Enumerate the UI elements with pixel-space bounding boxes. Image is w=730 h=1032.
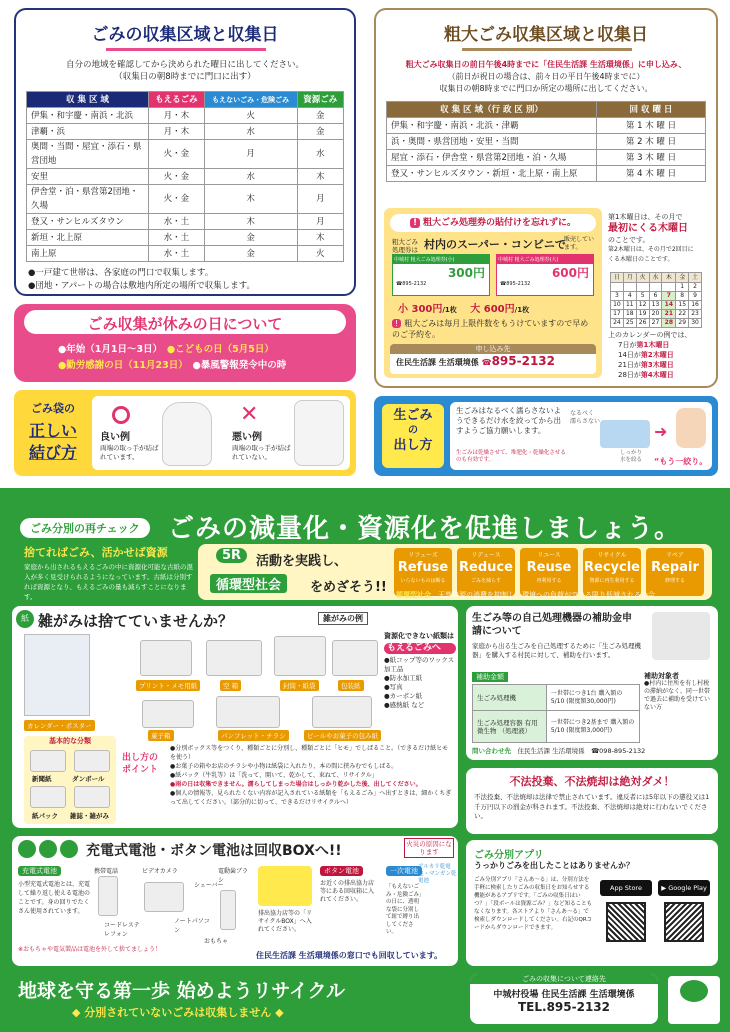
pamphlet-image	[216, 696, 280, 728]
basic-classification: 基本的な分類 新聞紙 ダンボール 紙パック 雑誌・雑がみ	[24, 736, 116, 824]
newspaper-image	[30, 750, 66, 772]
bad-icon: ✕	[240, 402, 259, 427]
paper-item-4: 包装紙	[338, 680, 364, 691]
primary-desc: 「もえないごみ・危険ごみ」の日に、透明な袋に分別して紐で縛り出してください。	[386, 884, 422, 935]
table-cell: 伊舎堂・泊・県営第2団地・久場	[27, 185, 149, 214]
phone-image	[98, 876, 118, 916]
ticket-prices: 小 300円/1枚 大 600円/1枚	[398, 304, 530, 315]
table-cell: 登又・サンヒルズタウン	[27, 214, 149, 230]
table-cell: 水	[204, 124, 297, 140]
list-item: ●分別ボックス等をつくり、種類ごとに分別し、種類ごとに「ヒモ」でしばること。（できるだけ紙ヒモを使う）	[170, 745, 449, 761]
calendar-cell: 22	[676, 310, 689, 319]
list-item: ●感熱紙 など	[384, 701, 425, 709]
calendar-row	[611, 301, 702, 310]
primary-sub: アルカリ乾電池・マンガン乾電池	[418, 864, 457, 884]
calendar-head-cell: 火	[636, 273, 649, 283]
calendar-cell	[611, 283, 624, 292]
calendar-head-cell: 月	[623, 273, 636, 283]
illegal-title: 不法投棄、不法焼却は絶対ダメ！	[509, 775, 675, 788]
raw-image	[600, 420, 650, 448]
bulky-title: 粗大ごみ収集区域と収集日	[444, 25, 648, 45]
calendar-row	[611, 292, 702, 301]
raw-note-dry: なるべく 濡らさない	[570, 410, 601, 425]
calendar-cell: 25	[623, 319, 636, 328]
table-cell: 水	[204, 169, 297, 185]
calendar-cell	[662, 283, 676, 292]
table-row	[387, 166, 706, 182]
raw-content	[450, 402, 712, 470]
app-title: ごみ分別アプリ	[474, 850, 544, 861]
subsidy-desc: 家庭から出る生ごみを自己処理するために「生ごみ処理機器」を購入する村民に対して、補助を行います。	[472, 642, 641, 659]
liion-icon	[60, 840, 78, 858]
table-cell: 第 1 木 曜 日	[597, 118, 706, 134]
calendar-cell: 20	[649, 310, 662, 319]
table-cell: 木	[297, 169, 343, 185]
bad-bag-image	[294, 400, 344, 466]
bag-section	[14, 390, 356, 476]
raw-squeeze: “もう一絞り。	[654, 457, 708, 466]
app-panel	[466, 840, 718, 966]
battery-panel	[12, 836, 458, 966]
alert-icon: !	[392, 319, 401, 328]
good-bag-image	[162, 402, 212, 466]
col-nonburnable: もえないごみ・危険ごみ	[204, 92, 297, 108]
battery-title: 充電式電池・ボタン電池は回収BOXへ!!	[86, 843, 342, 859]
bulky-section	[374, 8, 718, 388]
table-row	[27, 230, 344, 246]
table-cell: 水・土	[149, 246, 205, 262]
compost-machine-image	[652, 612, 710, 660]
ticket-box	[384, 208, 602, 378]
calendar-head-cell: 土	[689, 273, 702, 283]
table-cell: 安里	[27, 169, 149, 185]
calendar-head-cell: 日	[611, 273, 624, 283]
list-item: ●紙コップ等のワックス加工品	[384, 656, 455, 673]
list-item: ●写真	[384, 683, 403, 691]
illegal-desc: 不法投棄、不法焼却は法律で禁止されています。違反者には5年以下の懲役又は1千万円以下の罰金が科されます。不法投棄、不法焼却は絶対に行わないでください。	[474, 793, 710, 820]
box-desc: 排出協力店等の「リサイクルBOX」へ入れてください。	[258, 910, 313, 933]
paper-icon: 紙	[16, 610, 34, 628]
bad-desc: 両端の取っ手が結ばれていない。	[232, 444, 291, 461]
shaver-image	[220, 890, 236, 930]
calendar-example	[610, 272, 702, 328]
calendar-cell: 30	[689, 319, 702, 328]
beer-wrap-image	[312, 696, 372, 728]
calendar-cell: 27	[649, 319, 662, 328]
table-cell: 木	[297, 230, 343, 246]
raw-note-squeeze: しっかり 水を絞る	[620, 450, 643, 463]
table-cell: 新垣・北上原	[27, 230, 149, 246]
table-cell: 南上原	[27, 246, 149, 262]
schedule-table	[26, 91, 344, 262]
ticket-small-image: 中城村 粗大ごみ処理券(小) 300円 ☎895-2132	[392, 254, 490, 296]
alert-icon: !	[410, 218, 420, 228]
counter-note: 住民生活課 生活環境係の窓口でも回収しています。	[256, 951, 443, 960]
check-label: ごみ分別の再チェック	[20, 518, 150, 538]
raw-garbage-section	[374, 396, 718, 476]
table-cell: 伊集・和宇慶・南浜・北浜・津覇	[387, 118, 597, 134]
calendar-cell: 14	[662, 301, 676, 310]
col-resource: 資源ごみ	[297, 92, 343, 108]
raw-sub: 生ごみは乾燥させて、堆肥化・乾燥化させるのも有効です。	[456, 450, 566, 463]
point-list	[170, 744, 454, 807]
raw-title: 生ごみ の 出し方	[382, 404, 444, 468]
calendar-cell: 8	[676, 292, 689, 301]
calendar-head-cell: 水	[649, 273, 662, 283]
print-memo-image	[140, 640, 192, 676]
rech-warning: ※おもちゃや電気製品は電池を外して捨てましょう！	[18, 946, 162, 953]
fiveR-item-reduce: リデュース Reduce ごみを減らす	[457, 548, 515, 596]
table-row	[387, 134, 706, 150]
good-label: 良い例	[100, 432, 130, 443]
schedule-title: ごみの収集区域と収集日	[91, 25, 279, 45]
table-row	[27, 108, 344, 124]
schedule-notes: ●一戸建て世帯は、各家庭の門口で収集します。 ●団地・アパートの場合は敷地内所定の場所で収集します。	[28, 268, 256, 291]
limit-note: ! 粗大ごみは毎月上限件数をもうけていますので早めのご予約を。	[392, 319, 589, 339]
calendar-head-cell: 金	[676, 273, 689, 283]
ticket-shop: 村内のスーパー・コンビニで	[424, 238, 566, 251]
illegal-panel	[466, 768, 718, 834]
table-cell: 金	[297, 108, 343, 124]
empty-box-image	[206, 640, 262, 676]
subsidy-panel	[466, 606, 718, 760]
holiday-section	[14, 304, 356, 382]
calendar-cell: 12	[636, 301, 649, 310]
fiveR-item-reuse: リユース Reuse 再利用する	[520, 548, 578, 596]
table-cell: 金	[297, 124, 343, 140]
table-cell: 木	[204, 214, 297, 230]
calendar-cell: 6	[649, 292, 662, 301]
slogan: 捨てればごみ、活かせば資源	[24, 546, 168, 559]
calendar-row	[611, 310, 702, 319]
table-cell: 水・土	[149, 230, 205, 246]
table-cell: 月	[297, 185, 343, 214]
nonrec-box: 資源化できない紙類は もえるごみへ ●紙コップ等のワックス加工品 ●防水加工紙 ●写真 ●カーボン紙 ●感熱紙 など	[384, 632, 455, 709]
calendar-cell: 29	[676, 319, 689, 328]
qr-code-ios[interactable]	[606, 902, 646, 942]
subsidy-target: 補助対象者 ●村内に住所を有し村税の滞納がなく、同一世帯で過去に補助を受けていない方	[644, 672, 711, 711]
calendar-cell: 28	[662, 319, 676, 328]
table-cell: 月	[204, 140, 297, 169]
rech-items: 携帯電話 ビデオカメラ 電動歯ブラシ シェーバー コードレステレフォン ノートパソコン おもちゃ	[94, 868, 249, 945]
appstore-button[interactable]: App Store	[600, 880, 652, 896]
paper-item-2: 空 箱	[220, 680, 241, 691]
bulky-col-day: 回 収 曜 日	[597, 102, 706, 118]
basic-item-2: 紙パック	[32, 812, 58, 820]
headline: ごみの減量化・資源化を促進しましょう。	[168, 514, 682, 544]
footer-sub: ◆ 分別されていないごみは収集しません ◆	[72, 1006, 284, 1019]
fire-warning: 火災の原因になります	[404, 838, 454, 858]
table-cell: 月・木	[149, 124, 205, 140]
calendar-notes: 第1木曜日は、その月で 最初にくる木曜日 のことです。 第2木曜日は、その月で2回目に くる木曜日のことです。	[608, 213, 694, 263]
footer-main: 地球を守る第一歩 始めようリサイクル	[18, 980, 345, 1002]
footer-contact: ごみの収集について連絡先 中城村役場 住民生活課 生活環境係 TEL.895-2132	[470, 974, 658, 1024]
schedule-section	[14, 8, 356, 296]
table-cell: 伊集・和宇慶・南浜・北浜	[27, 108, 149, 124]
raw-desc: 生ごみはなるべく濡らさないようできるだけ水を絞ってから出すようご協力願いします。	[456, 406, 561, 435]
apply-box: 申し込み先 住民生活課 生活環境係 ☎895-2132	[390, 344, 596, 374]
calendar-cell: 23	[689, 310, 702, 319]
calendar-cell: 9	[689, 292, 702, 301]
fiveR-item-repair: リペア Repair 修理する	[646, 548, 704, 596]
table-cell: 火・金	[149, 140, 205, 169]
table-cell: 登又・サンヒルズタウン・新垣・北上原・南上原	[387, 166, 597, 182]
holiday-list: ●年始（1月1日～3日） ●こどもの日（5月5日） ●勤労感謝の日（11月23日） ●暴風警報発令中の時	[58, 344, 287, 371]
paper-title: 雑がみは捨てていませんか？	[38, 612, 234, 630]
sweets-box-image	[142, 700, 194, 728]
app-question: うっかりごみを出したことはありませんか？	[474, 861, 634, 870]
calendar-cell: 2	[689, 283, 702, 292]
eco-mark-icon	[668, 976, 720, 1024]
table-cell: 屋宜・添石・伊舎堂・県営第2団地・泊・久場	[387, 150, 597, 166]
battery-icons	[18, 840, 78, 861]
app-desc: ごみ分別アプリ「さんあ～る」は、分別方法を手軽に検索したりごみの収集日をお知らせする機能があるアプリです。「ごみの収集日はいつ？」「段ボールは資源ごみ？」など知ることもなくなります。各ストアより「さんあ～る」で検索しダウンロードしてください。右記のQRコードからダウンロードできます。	[474, 877, 593, 931]
fiveR-item-refuse: リフューズ Refuse いらないものは断る	[394, 548, 452, 596]
bulky-desc: 粗大ごみ収集日の前日午後4時までに「住民生活課 生活環境係」に申し込み、 （前日が祝日の場合は、前々日の平日午後4時までに） 収集日の朝8時までに門口か所定の場所に出してください。	[405, 60, 687, 93]
table-cell: 月	[297, 214, 343, 230]
calendar-cell: 1	[676, 283, 689, 292]
calendar-cell: 13	[649, 301, 662, 310]
paper-item-3: 封筒・紙袋	[280, 680, 319, 691]
calendar-cell: 18	[623, 310, 636, 319]
magazine-image	[74, 786, 110, 808]
nicd-icon	[18, 840, 36, 858]
rech-desc: 小型充電式電池とは、充電して繰り返し使える電池のことです。身の回りでたくさん使用されています。	[18, 881, 91, 915]
table-cell: 月・木	[149, 108, 205, 124]
calendar-legend: 上のカレンダーの例では、 7日が第1木曜日 14日が第2木曜日 21日が第3木曜日 28日が第4木曜日	[608, 331, 692, 379]
rech-label: 充電式電池	[18, 866, 61, 876]
ticket-where: 粗大ごみ 処理券は	[392, 238, 418, 254]
paper-item-0: カレンダー・ポスター	[24, 720, 95, 731]
table-cell: 火	[204, 108, 297, 124]
envelope-image	[274, 636, 326, 676]
qr-code-android[interactable]	[664, 902, 704, 942]
schedule-intro: 自分の地域を確認してから決められた曜日に出してください。 （収集日の朝8時までに門口に出す）	[65, 60, 304, 82]
squeeze-hand-image	[676, 408, 706, 448]
table-cell: 第 2 木 曜 日	[597, 134, 706, 150]
button-desc: お近くの排出協力店等にある回収箱に入れてください。	[320, 880, 375, 903]
table-cell: 火	[297, 246, 343, 262]
fiveR-line1: 活動を実践し、	[256, 554, 348, 569]
list-item: ●雨の日は収集できません。濡らしてしまった場合はしっかり乾かした後、出してください。	[170, 781, 422, 788]
calendar-cell: 24	[611, 319, 624, 328]
list-item: ●カーボン紙	[384, 692, 423, 700]
table-cell: 水	[297, 140, 343, 169]
calendar-cell: 21	[662, 310, 676, 319]
list-item: ●個人の情報等、見られたくない内容が記入されている紙類を「もえるごみ」へ出すときは、細かくちぎって出してください。（部分的に切って、できるだけリサイクルへ）	[170, 790, 452, 806]
calendar-row	[611, 319, 702, 328]
bulky-col-area: 収 集 区 域（行 政 区 別）	[387, 102, 597, 118]
slogan-desc: 家庭から出されるもえるごみの中に資源化可能な古紙の混入が多く見受けられるようになっています。古紙は分別すれば資源となり、もえるごみの量も減らすことになります。	[24, 563, 193, 601]
calendar-cell: 10	[611, 301, 624, 310]
ticket-title: ! 粗大ごみ処理券の貼付けを忘れずに。	[390, 214, 596, 232]
point-label: 出し方のポイント	[122, 753, 159, 775]
col-burnable: もえるごみ	[149, 92, 205, 108]
wrapping-image	[332, 640, 378, 676]
basic-item-0: 新聞紙	[32, 775, 52, 783]
table-cell: 火・金	[149, 185, 205, 214]
title-underline	[106, 48, 266, 51]
calendar-cell: 19	[636, 310, 649, 319]
subsidy-table: 生ごみ処理機 一世帯につき1台 購入額の5/10 (限度額30,000円) 生ごみ処理容器 有用微生物 （処理液） 一世帯につき2基まで 購入額の5/10 (限度額3,000円)	[472, 684, 640, 743]
fiveR-item-recycle: リサイクル Recycle 資源に再生利用する	[583, 548, 641, 596]
calendar-cell: 11	[623, 301, 636, 310]
calendar-cell: 3	[611, 292, 624, 301]
calendar-cell: 26	[636, 319, 649, 328]
subsidy-amount: 補助金額	[472, 672, 508, 682]
recycle-box-image	[258, 866, 312, 906]
fiveR-circular: 循環型社会	[210, 574, 287, 593]
button-label: ボタン電池	[320, 866, 363, 876]
eco-logo	[680, 980, 708, 1002]
calendar-cell: 16	[689, 301, 702, 310]
googleplay-button[interactable]: ▶ Google Play	[658, 880, 710, 896]
play-icon: ▶	[661, 884, 669, 892]
col-area: 収 集 区 域	[27, 92, 149, 108]
table-cell: 火・金	[149, 169, 205, 185]
calendar-cell: 5	[636, 292, 649, 301]
table-row	[27, 246, 344, 262]
paper-item-5: 菓子箱	[148, 730, 174, 741]
calendar-cell	[636, 283, 649, 292]
subsidy-title: 生ごみ等の自己処理機器の補助金申請について	[472, 613, 632, 637]
primary-label: 一次電池	[386, 866, 422, 876]
bad-label: 悪い例	[232, 432, 262, 443]
calendar-cell	[649, 283, 662, 292]
nimh-icon	[39, 840, 57, 858]
laptop-image	[144, 882, 184, 912]
subsidy-contact: 問い合わせ先 住民生活課 生活環境係 ☎098-895-2132	[472, 747, 646, 755]
phone-icon: ☎	[481, 358, 492, 367]
calendar-cell	[623, 283, 636, 292]
fiveR-line3: をめざそう!!	[310, 580, 387, 595]
calendar-cell: 4	[623, 292, 636, 301]
paper-panel	[12, 606, 458, 828]
good-icon	[112, 406, 130, 424]
table-row	[27, 169, 344, 185]
table-row	[27, 185, 344, 214]
table-cell: 浜・奥間・県営団地・安里・当間	[387, 134, 597, 150]
circular-note: 循環型社会…天然資源の消費を抑制し、環境への負荷ができる限り低減される社会	[396, 591, 655, 599]
ticket-large-image: 中城村 粗大ごみ処理券(大) 600円 ☎895-2132	[496, 254, 594, 296]
calendar-head-cell: 木	[662, 273, 676, 283]
table-row	[387, 118, 706, 134]
paper-item-7: ビールやお菓子の包み紙	[304, 730, 381, 741]
bulky-table	[386, 101, 706, 182]
arrow-right-icon: ➜	[654, 422, 668, 441]
table-row	[27, 214, 344, 230]
green-section	[0, 488, 730, 1032]
list-item: ●紙パック（牛乳等）は「洗って、開いて、乾かして、束ねて、リサイクル」	[170, 772, 378, 779]
table-row	[27, 124, 344, 140]
table-cell: 奥間・当間・屋宜・添石・県営団地	[27, 140, 149, 169]
calendar-cell: 17	[611, 310, 624, 319]
calendar-cell: 7	[662, 292, 676, 301]
table-cell: 金	[204, 230, 297, 246]
paper-example-label: 雑がみの例	[318, 612, 368, 625]
good-desc: 両端の取っ手が結ばれています。	[100, 444, 159, 461]
holiday-title: ごみ収集が休みの日について	[87, 315, 283, 333]
table-cell: 津覇・浜	[27, 124, 149, 140]
paper-item-6: パンフレット・チラシ	[218, 730, 289, 741]
calendar-poster-image	[24, 634, 90, 716]
table-cell: 第 4 木 曜 日	[597, 166, 706, 182]
cardboard-image	[74, 750, 110, 772]
table-cell: 第 3 木 曜 日	[597, 150, 706, 166]
list-item: ●防水加工紙	[384, 674, 423, 682]
ticket-sell: 販売しています。	[564, 236, 595, 251]
bulky-underline	[462, 48, 632, 51]
list-item: ●お菓子の箱やお店のチラシや小物は紙袋に入れたり、本の間に挟みむでもしばる。	[170, 763, 398, 770]
table-cell: 金	[204, 246, 297, 262]
calendar-row	[611, 283, 702, 292]
table-cell: 木	[204, 185, 297, 214]
basic-item-3: 雑誌・雑がみ	[70, 812, 109, 820]
table-row	[387, 150, 706, 166]
basic-item-1: ダンボール	[72, 775, 105, 783]
fiveR-badge: 5R	[216, 548, 247, 563]
table-row	[27, 140, 344, 169]
calendar-cell: 15	[676, 301, 689, 310]
bag-title: ごみ袋の 正しい 結び方	[28, 402, 77, 462]
bag-examples	[92, 396, 350, 470]
table-cell: 水・土	[149, 214, 205, 230]
paper-item-1: プリント・メモ用紙	[136, 680, 200, 691]
milk-carton-image	[30, 786, 66, 808]
